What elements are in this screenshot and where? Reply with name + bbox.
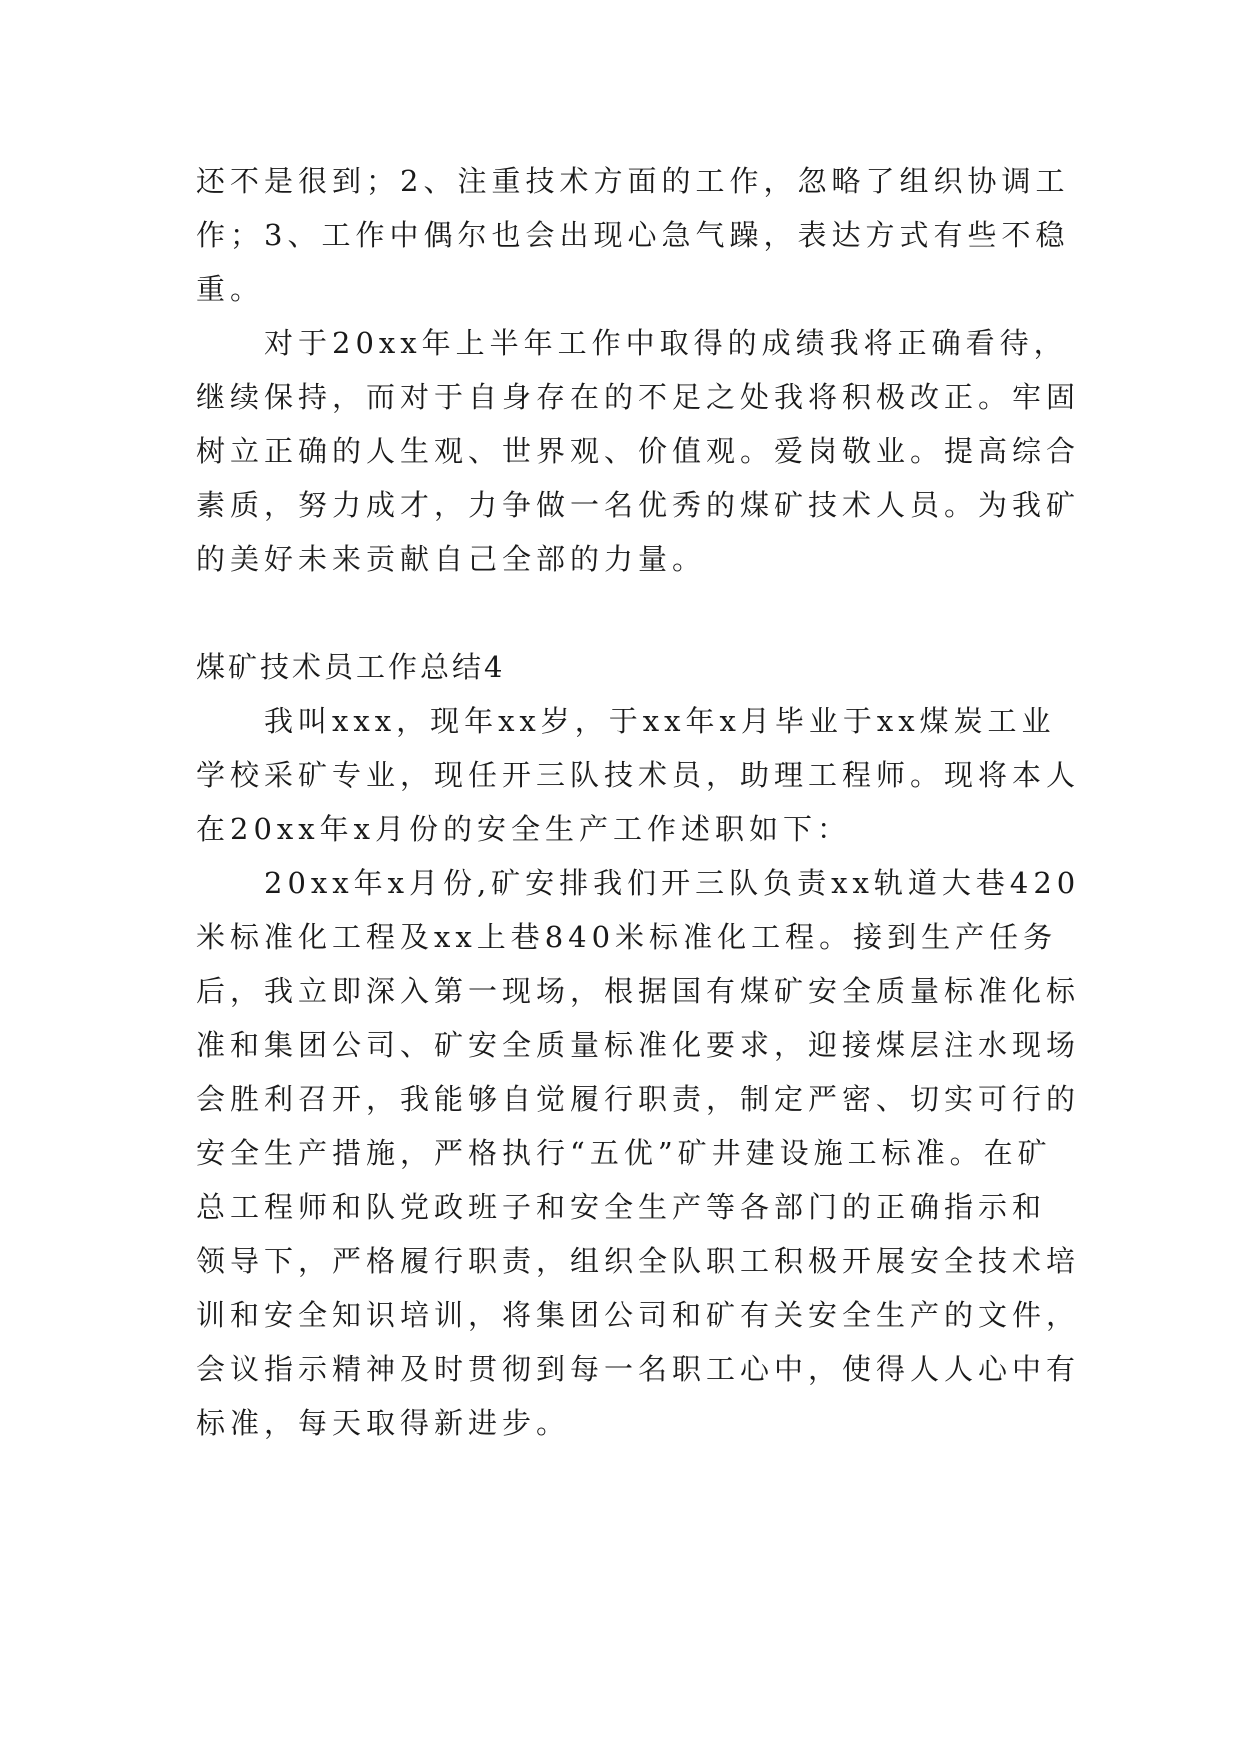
text-line: 会胜利召开，我能够自觉履行职责，制定严密、切实可行的 [196, 1082, 1081, 1116]
text-line: 会议指示精神及时贯彻到每一名职工心中，使得人人心中有 [196, 1352, 1081, 1386]
text-line: 训和安全知识培训，将集团公司和矿有关安全生产的文件， [196, 1298, 1081, 1332]
paragraph-prev-tail [196, 154, 1070, 316]
text-line: 在20xx年x月份的安全生产工作述职如下： [196, 812, 851, 846]
text-line: 树立正确的人生观、世界观、价值观。爱岗敬业。提高综合 [196, 434, 1081, 468]
section-title: 煤矿技术员工作总结4 [196, 650, 506, 684]
text-line: 我叫xxx，现年xx岁，于xx年x月毕业于xx煤炭工业 [264, 704, 1056, 738]
text-line: 还不是很到；2、注重技术方面的工作，忽略了组织协调工 [196, 164, 1070, 198]
text-line: 安全生产措施，严格执行“五优”矿井建设施工标准。在矿 [196, 1136, 1052, 1170]
text-line: 素质，努力成才，力争做一名优秀的煤矿技术人员。为我矿 [196, 488, 1081, 522]
text-line: 继续保持，而对于自身存在的不足之处我将积极改正。牢固 [196, 380, 1081, 414]
text-line: 总工程师和队党政班子和安全生产等各部门的正确指示和 [196, 1190, 1047, 1224]
text-line: 学校采矿专业，现任开三队技术员，助理工程师。现将本人 [196, 758, 1081, 792]
text-line: 重。 [196, 272, 265, 306]
document-body [196, 154, 1081, 1450]
text-line: 对于20xx年上半年工作中取得的成绩我将正确看待， [264, 326, 1068, 360]
paragraph-work [196, 856, 1081, 1450]
text-line: 后，我立即深入第一现场，根据国有煤矿安全质量标准化标 [196, 974, 1081, 1008]
text-line: 的美好未来贡献自己全部的力量。 [196, 542, 707, 576]
text-line: 准和集团公司、矿安全质量标准化要求，迎接煤层注水现场 [196, 1028, 1081, 1062]
text-line: 20xx年x月份,矿安排我们开三队负责xx轨道大巷420 [264, 866, 1081, 900]
text-line: 标准，每天取得新进步。 [196, 1406, 571, 1440]
text-line: 领导下，严格履行职责，组织全队职工积极开展安全技术培 [196, 1244, 1081, 1278]
text-line: 作；3、工作中偶尔也会出现心急气躁，表达方式有些不稳 [196, 218, 1070, 252]
text-line: 米标准化工程及xx上巷840米标准化工程。接到生产任务 [196, 920, 1058, 954]
paragraph-intro [196, 694, 1081, 856]
paragraph-conclusion [196, 316, 1081, 586]
